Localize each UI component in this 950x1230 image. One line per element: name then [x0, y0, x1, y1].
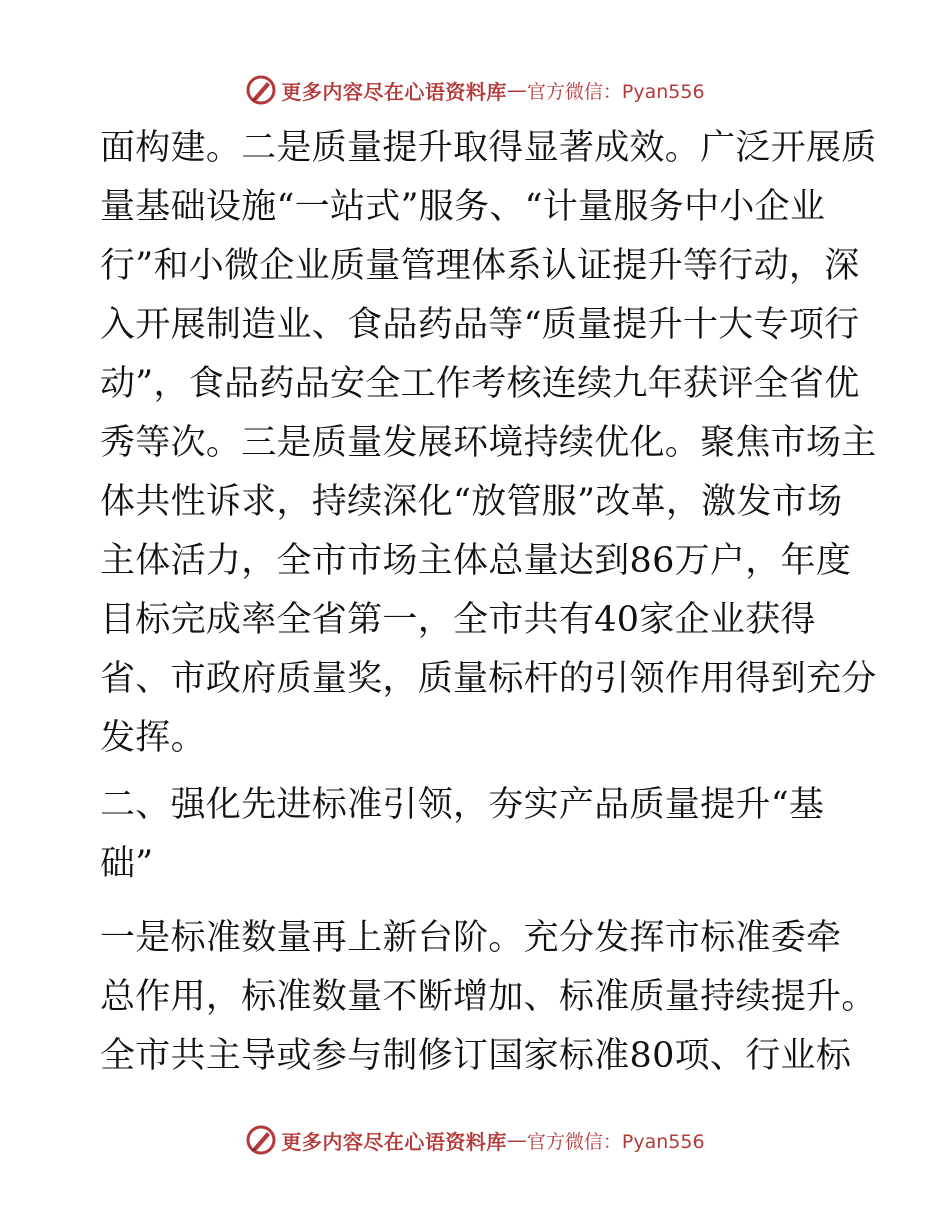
- text-line: 体共性诉求，持续深化“放管服”改革，激发市场: [100, 482, 843, 522]
- banner-contact: 官方微信：Pyan556: [526, 1130, 705, 1153]
- text-line: 主体活力，全市市场主体总量达到86万户，年度: [100, 541, 852, 581]
- pen-seal-logo-icon: [245, 74, 277, 106]
- text-line: 目标完成率全省第一，全市共有40家企业获得: [100, 600, 816, 640]
- text-line: 入开展制造业、食品药品等“质量提升十大专项行: [100, 305, 860, 345]
- text-line: 全市共主导或参与制修订国家标准80项、行业标: [100, 1036, 852, 1076]
- banner-contact: 官方微信：Pyan556: [526, 80, 705, 103]
- text-line: 一是标准数量再上新台阶。充分发挥市标准委牵: [100, 918, 842, 958]
- section-heading: 二、强化先进标准引领，夯实产品质量提升“基: [100, 785, 825, 825]
- text-line: 量基础设施“一站式”服务、“计量服务中小企业: [100, 187, 826, 227]
- text-line: 秀等次。三是质量发展环境持续优化。聚焦市场主: [100, 423, 877, 463]
- header-banner: [0, 70, 950, 110]
- section-heading: 础”: [100, 844, 154, 884]
- text-line: 行”和小微企业质量管理体系认证提升等行动，深: [100, 246, 860, 286]
- text-line: 总作用，标准数量不断增加、标准质量持续提升。: [100, 977, 877, 1017]
- banner-title: 更多内容尽在心语资料库: [281, 79, 507, 104]
- text-line: 动”，食品药品安全工作考核连续九年获评全省优: [100, 364, 860, 404]
- pen-seal-logo-icon: [245, 1124, 277, 1156]
- text-line: 省、市政府质量奖，质量标杆的引领作用得到充分: [100, 659, 877, 699]
- text-line: 发挥。: [100, 718, 206, 758]
- text-line: 面构建。二是质量提升取得显著成效。广泛开展质: [100, 128, 877, 168]
- banner-separator: —: [506, 1128, 527, 1152]
- banner-separator: —: [506, 78, 527, 102]
- footer-banner: [0, 1120, 950, 1160]
- banner-title: 更多内容尽在心语资料库: [281, 1129, 507, 1154]
